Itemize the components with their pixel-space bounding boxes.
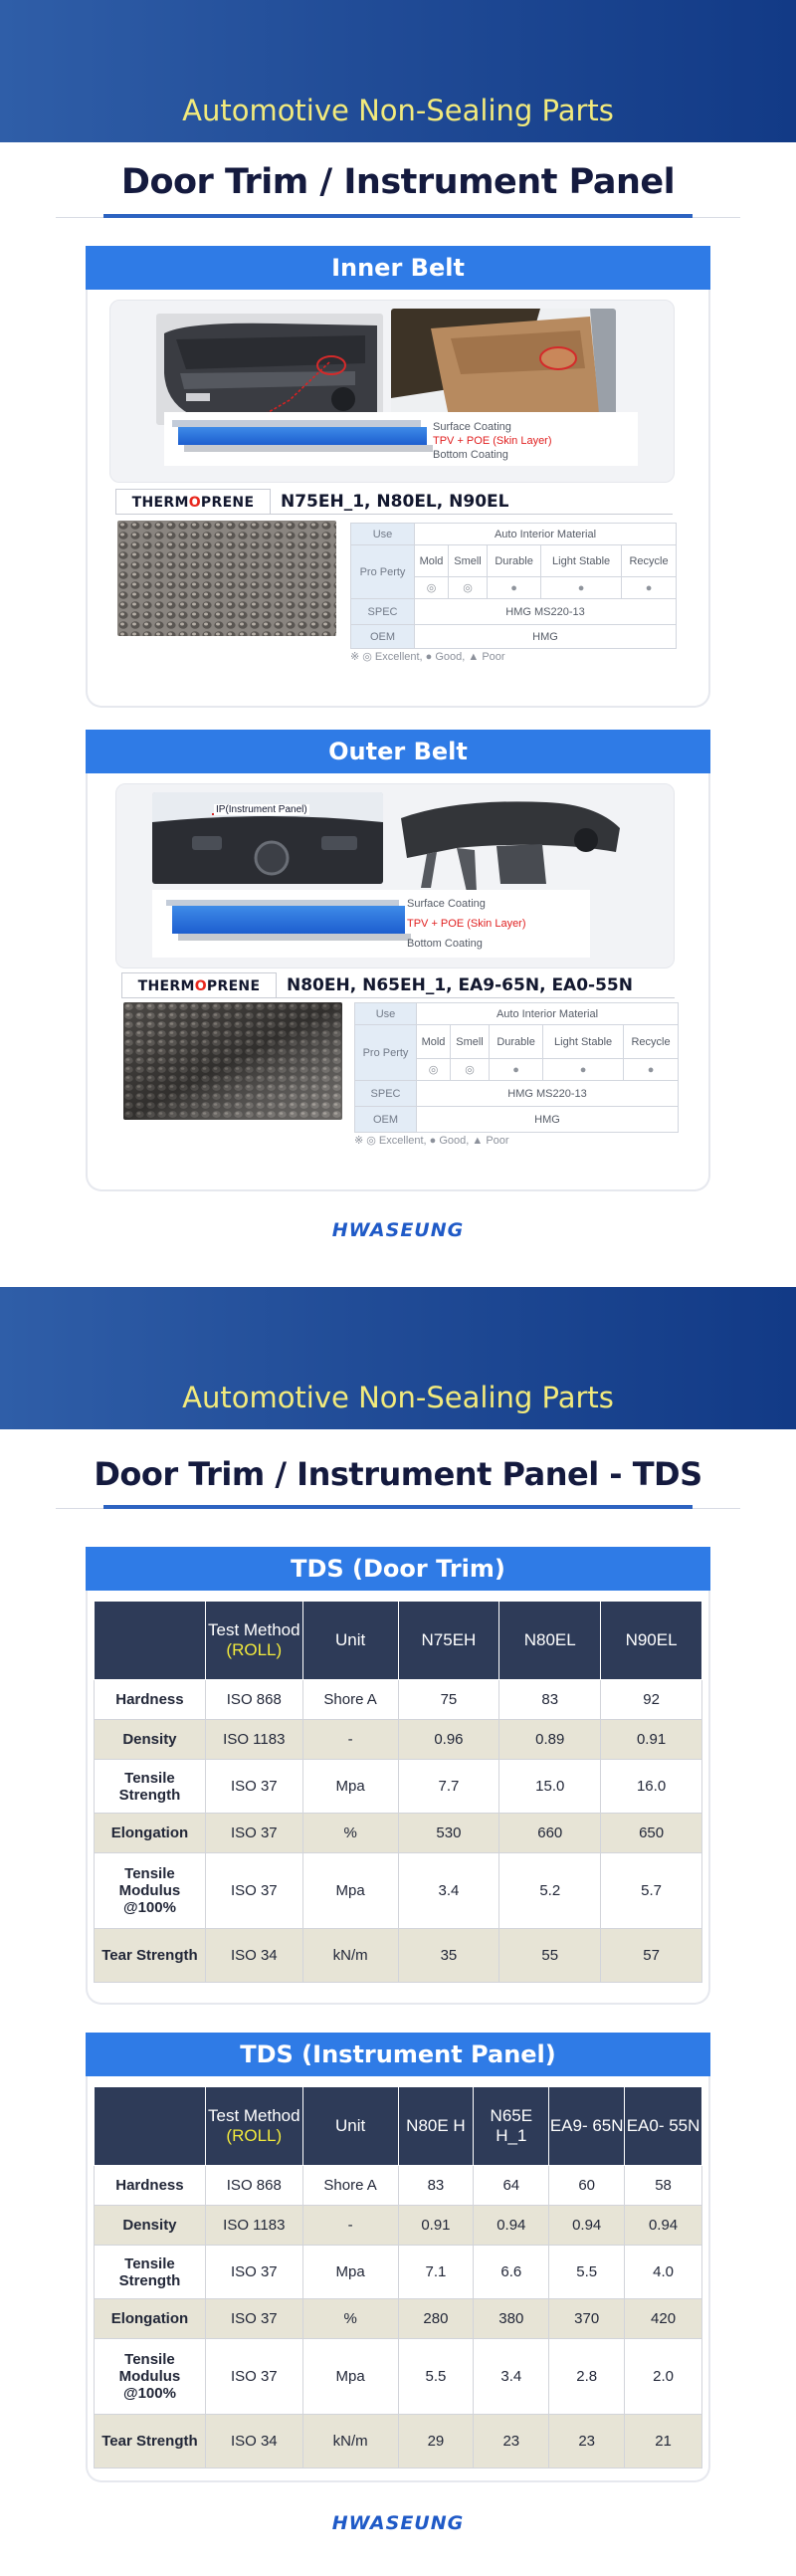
thermoprene-logo: THERMOPRENE	[121, 972, 277, 998]
table-row: Tear Strength ISO 34 kN/m 29 23 23 21	[95, 2415, 702, 2469]
tds-instrument-panel-card	[86, 2076, 710, 2482]
inner-belt-photo-panel	[109, 300, 675, 483]
product-grades: N80EH, N65EH_1, EA9-65N, EA0-55N	[287, 974, 633, 995]
header-test-method: Test Method (ROLL)	[205, 2087, 302, 2166]
inner-belt-property-table	[350, 523, 677, 649]
property-label: Pro Perty	[351, 545, 415, 599]
outer-belt-photo-panel	[115, 783, 675, 968]
hero-banner	[0, 0, 796, 142]
prop-mold: Mold	[415, 545, 449, 577]
prop-recycle: Recycle	[624, 1025, 679, 1059]
door-interior-photo	[391, 309, 616, 426]
layer-skin-label: TPV + POE (Skin Layer)	[433, 435, 552, 447]
outer-belt-card	[86, 773, 710, 1191]
header-grade: N90EL	[601, 1602, 702, 1680]
header-grade: N75EH	[398, 1602, 499, 1680]
rating-recycle: ●	[624, 1059, 679, 1081]
section-tds	[0, 1287, 796, 2576]
hwaseung-logo: HWASEUNG	[331, 2512, 465, 2534]
product-grades: N75EH_1, N80EL, N90EL	[281, 491, 509, 512]
prop-light-stable: Light Stable	[541, 545, 622, 577]
prop-smell: Smell	[449, 545, 488, 577]
prop-light-stable: Light Stable	[543, 1025, 624, 1059]
oem-label: OEM	[355, 1107, 417, 1133]
rating-durable: ●	[488, 577, 541, 599]
prop-durable: Durable	[488, 545, 541, 577]
layer-diagram	[166, 900, 399, 944]
table-row: Tensile Strength ISO 37 Mpa 7.7 15.0 16.0	[95, 1760, 702, 1814]
leather-texture-photo	[123, 1002, 342, 1120]
title-underline	[56, 1505, 740, 1511]
rating-smell: ◎	[449, 577, 488, 599]
header-unit: Unit	[302, 1602, 398, 1680]
rating-durable: ●	[490, 1059, 543, 1081]
spec-value: HMG MS220-13	[415, 599, 677, 625]
hero-banner	[0, 1287, 796, 1429]
header-blank	[95, 1602, 206, 1680]
use-value: Auto Interior Material	[417, 1003, 679, 1025]
banner-title: Automotive Non-Sealing Parts	[182, 1381, 614, 1414]
outer-belt-property-table	[354, 1002, 679, 1133]
table-row: Tensile Modulus @100% ISO 37 Mpa 5.5 3.4 2.8 2.0	[95, 2339, 702, 2415]
product-brand-row	[115, 489, 673, 515]
layer-surface-label: Surface Coating	[407, 898, 486, 910]
header-grade: EA0- 55N	[625, 2087, 702, 2166]
outer-belt-header: Outer Belt	[86, 730, 710, 773]
prop-mold: Mold	[417, 1025, 451, 1059]
table-row: Hardness ISO 868 Shore A 75 83 92	[95, 1680, 702, 1720]
rating-recycle: ●	[622, 577, 677, 599]
use-value: Auto Interior Material	[415, 524, 677, 545]
layer-bottom-label: Bottom Coating	[407, 938, 483, 950]
layer-skin-label: TPV + POE (Skin Layer)	[407, 918, 526, 930]
hwaseung-logo: HWASEUNG	[331, 1219, 465, 1241]
page-title: Door Trim / Instrument Panel	[120, 162, 676, 202]
title-underline	[56, 214, 740, 220]
table-row: Tear Strength ISO 34 kN/m 35 55 57	[95, 1929, 702, 1983]
prop-smell: Smell	[451, 1025, 490, 1059]
spec-label: SPEC	[351, 599, 415, 625]
prop-durable: Durable	[490, 1025, 543, 1059]
banner-title: Automotive Non-Sealing Parts	[182, 94, 614, 127]
page-title: Door Trim / Instrument Panel - TDS	[94, 1455, 702, 1493]
spec-label: SPEC	[355, 1081, 417, 1107]
table-row: Elongation ISO 37 % 280 380 370 420	[95, 2299, 702, 2339]
use-label: Use	[355, 1003, 417, 1025]
callout-line	[260, 360, 339, 420]
header-blank	[95, 2087, 206, 2166]
table-row: Density ISO 1183 - 0.91 0.94 0.94 0.94	[95, 2206, 702, 2246]
tds-door-trim-header: TDS (Door Trim)	[86, 1547, 710, 1591]
thermoprene-logo: THERMOPRENE	[115, 489, 271, 515]
rating-legend: ※ ◎ Excellent, ● Good, ▲ Poor	[354, 1135, 509, 1147]
tds-instrument-panel-table	[94, 2086, 702, 2469]
header-grade: N80EL	[499, 1602, 601, 1680]
inner-belt-header: Inner Belt	[86, 246, 710, 290]
rating-light-stable: ●	[543, 1059, 624, 1081]
spec-value: HMG MS220-13	[417, 1081, 679, 1107]
table-row: Density ISO 1183 - 0.96 0.89 0.91	[95, 1720, 702, 1760]
rating-mold: ◎	[415, 577, 449, 599]
layer-bottom-label: Bottom Coating	[433, 449, 508, 461]
oem-label: OEM	[351, 625, 415, 649]
property-label: Pro Perty	[355, 1025, 417, 1081]
table-row: Elongation ISO 37 % 530 660 650	[95, 1814, 702, 1853]
tds-instrument-panel-header: TDS (Instrument Panel)	[86, 2033, 710, 2076]
section-door-trim	[0, 0, 796, 1287]
header-grade: N80E H	[398, 2087, 474, 2166]
header-grade: N65E H_1	[474, 2087, 549, 2166]
tds-door-trim-card	[86, 1591, 710, 2005]
dashboard-part-photo	[397, 788, 626, 898]
table-row: Hardness ISO 868 Shore A 83 64 60 58	[95, 2166, 702, 2206]
rating-mold: ◎	[417, 1059, 451, 1081]
leather-texture-photo	[117, 521, 336, 636]
header-grade: EA9- 65N	[549, 2087, 625, 2166]
table-row: Tensile Modulus @100% ISO 37 Mpa 3.4 5.2 5.7	[95, 1853, 702, 1929]
use-label: Use	[351, 524, 415, 545]
oem-value: HMG	[415, 625, 677, 649]
tds-door-trim-table	[94, 1601, 702, 1983]
table-row: Tensile Strength ISO 37 Mpa 7.1 6.6 5.5 4.0	[95, 2246, 702, 2299]
header-test-method: Test Method (ROLL)	[205, 1602, 302, 1680]
prop-recycle: Recycle	[622, 545, 677, 577]
layer-surface-label: Surface Coating	[433, 421, 511, 433]
rating-smell: ◎	[451, 1059, 490, 1081]
oem-value: HMG	[417, 1107, 679, 1133]
rating-light-stable: ●	[541, 577, 622, 599]
inner-belt-card	[86, 290, 710, 708]
header-unit: Unit	[302, 2087, 398, 2166]
product-brand-row	[121, 972, 675, 998]
ip-label: IP(Instrument Panel)	[216, 804, 307, 815]
rating-legend: ※ ◎ Excellent, ● Good, ▲ Poor	[350, 651, 505, 663]
